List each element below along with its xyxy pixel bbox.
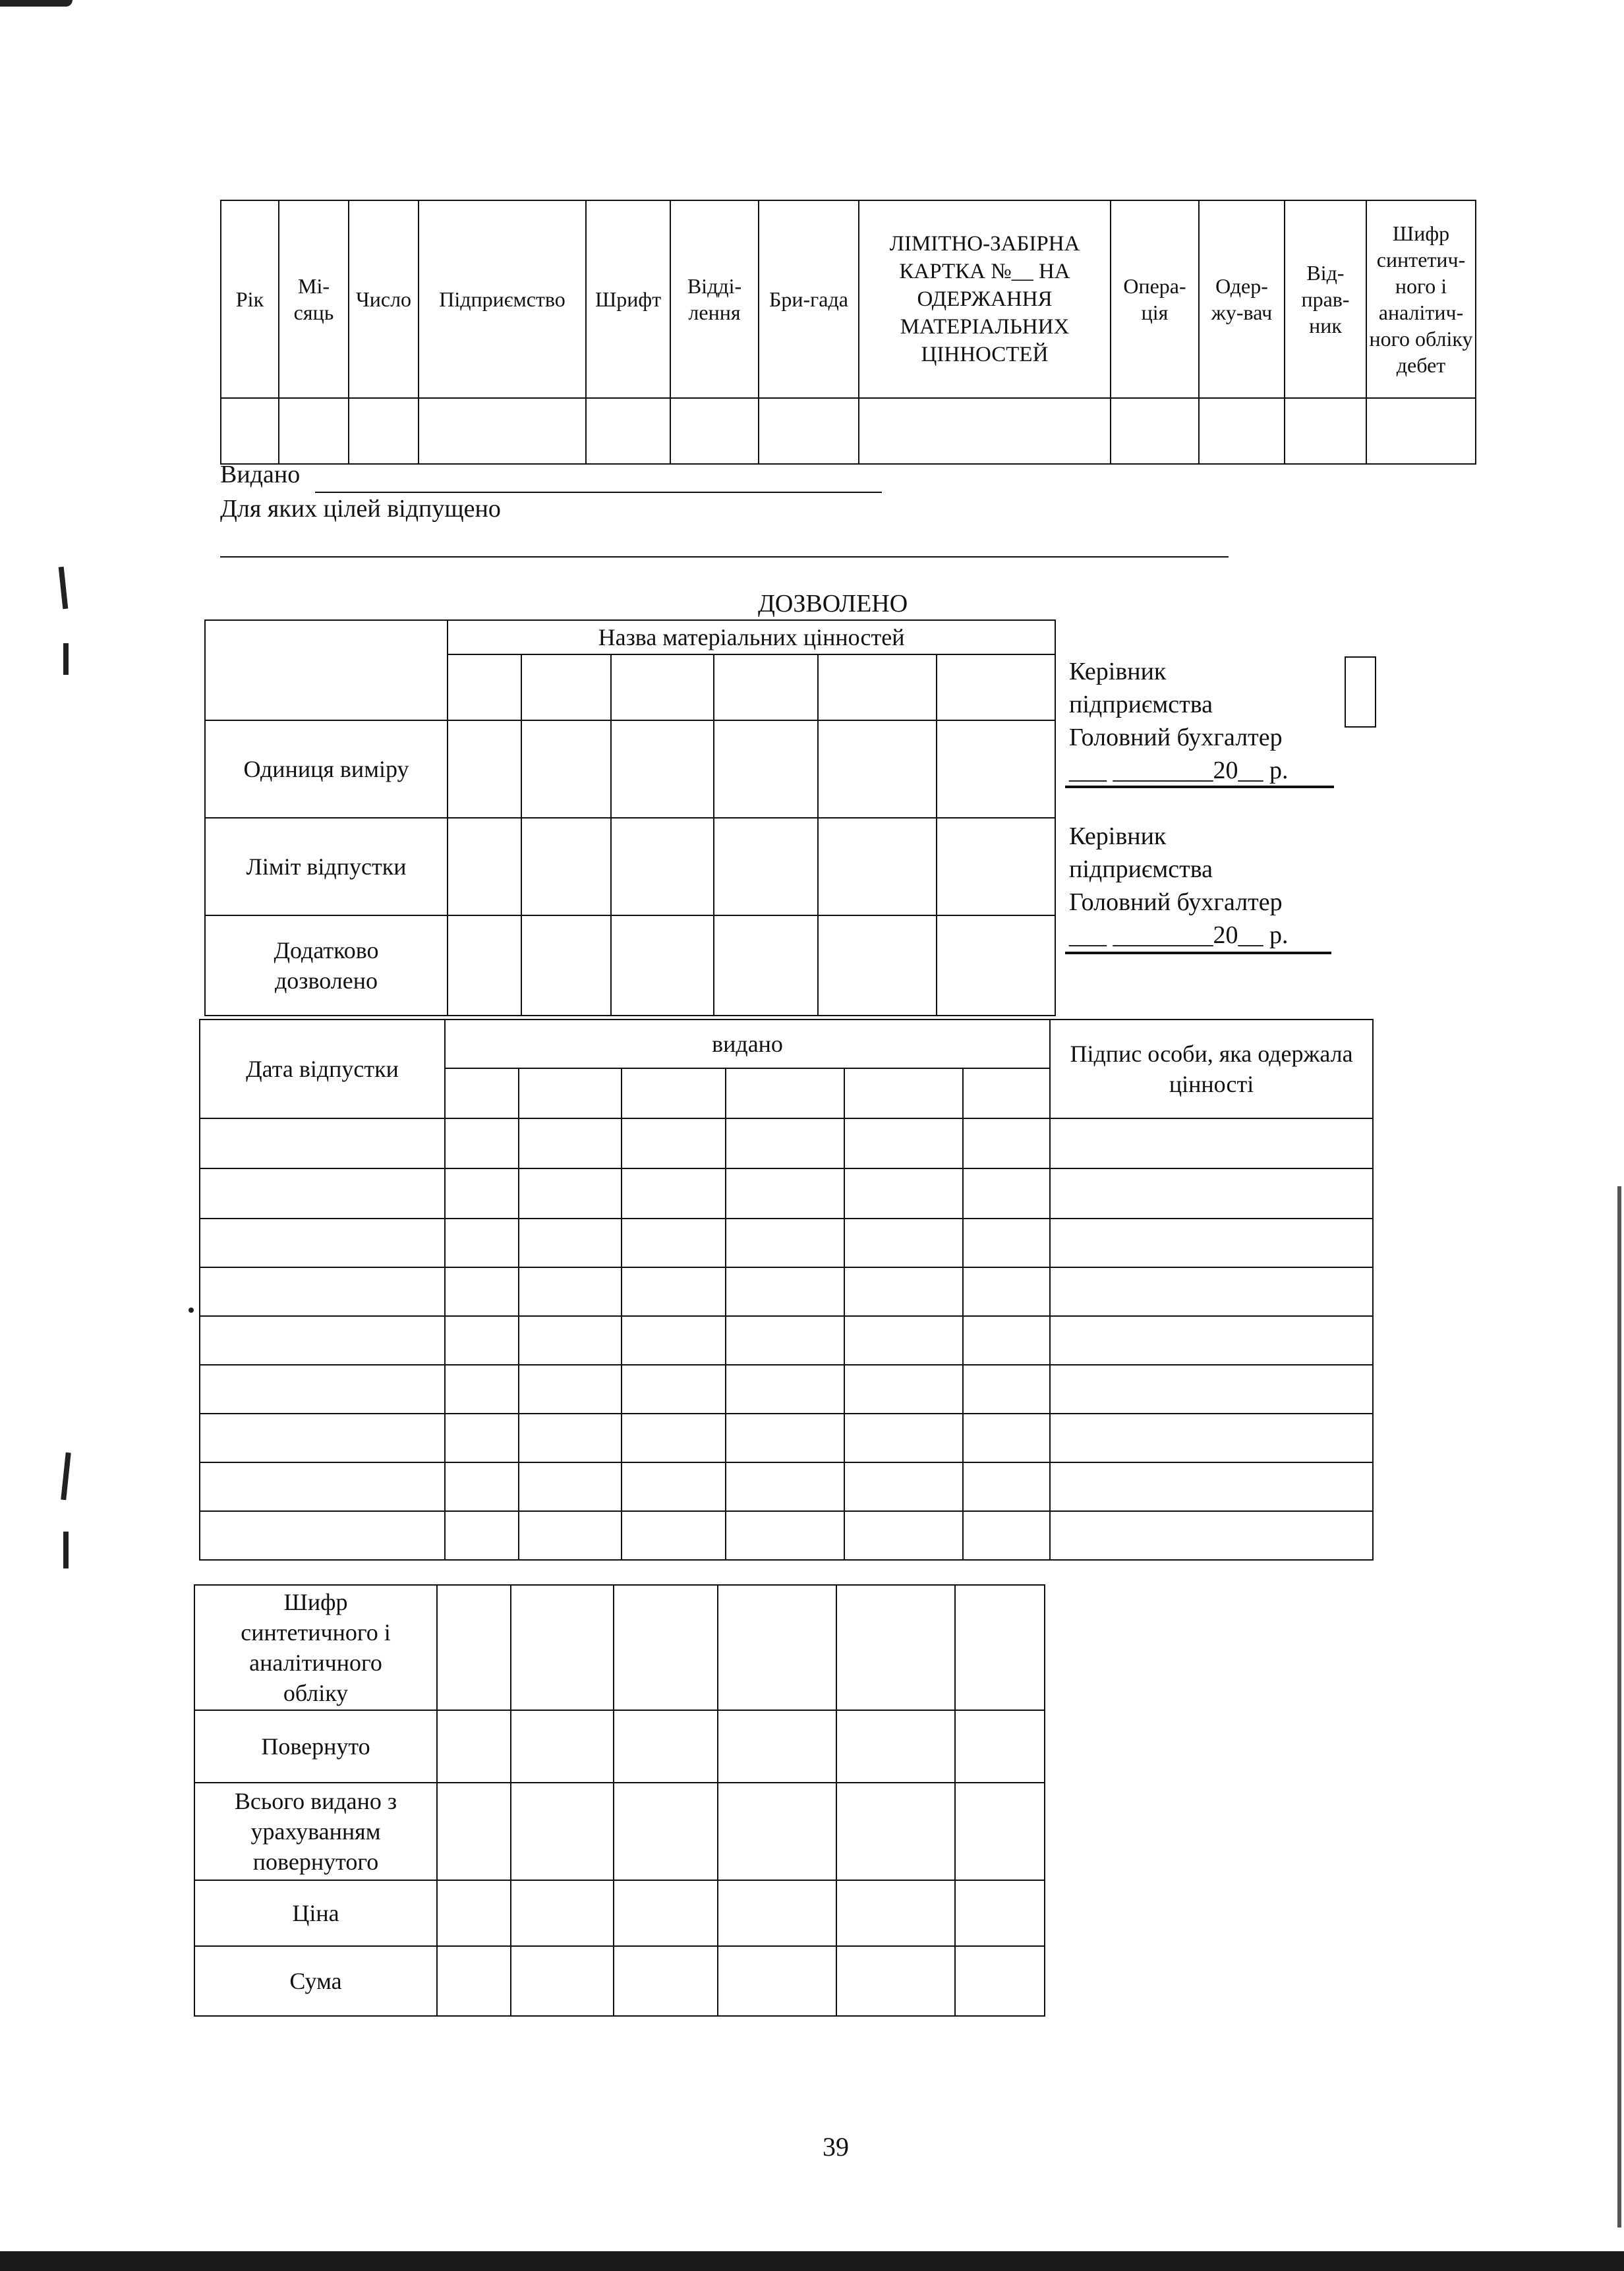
cell xyxy=(448,654,521,720)
signature-role: Головний бухгалтер xyxy=(1069,724,1283,751)
cell xyxy=(521,818,611,915)
scan-mark xyxy=(0,0,72,7)
signature-date-line xyxy=(1065,952,1331,954)
cell xyxy=(937,720,1055,818)
cell xyxy=(349,398,419,464)
row-limit: Ліміт відпустки xyxy=(205,818,448,915)
cell xyxy=(1285,398,1366,464)
col-receiver: Одер-жу-вач xyxy=(1199,200,1285,398)
cell xyxy=(714,720,818,818)
cell xyxy=(622,1068,726,1118)
row-returned: Повернуто xyxy=(194,1710,437,1783)
cell xyxy=(445,1068,519,1118)
card-header-table xyxy=(220,200,1476,465)
signature-role: Керівник xyxy=(1069,658,1167,685)
cell xyxy=(221,398,279,464)
row-sum: Сума xyxy=(194,1946,437,2016)
cell xyxy=(611,818,714,915)
cell xyxy=(521,654,611,720)
cell xyxy=(586,398,670,464)
cell xyxy=(670,398,759,464)
row-code: Шифр синтетичного і аналітичного обліку xyxy=(194,1585,437,1710)
signature-block-1 xyxy=(1069,655,1289,787)
signature-role: підприємства xyxy=(1069,691,1213,718)
page-number: 39 xyxy=(823,2132,849,2162)
scan-mark xyxy=(61,1452,71,1500)
issued-header: видано xyxy=(445,1020,1050,1068)
cell xyxy=(844,1068,963,1118)
cell xyxy=(279,398,349,464)
totals-table xyxy=(194,1584,1045,2017)
cell xyxy=(759,398,859,464)
row-unit: Одиниця виміру xyxy=(205,720,448,818)
signature-date: ___ ________20__ р. xyxy=(1069,921,1289,949)
allowed-title: ДОЗВОЛЕНО xyxy=(758,590,908,618)
cell xyxy=(1111,398,1199,464)
table-row xyxy=(200,1219,1373,1267)
col-year: Рік xyxy=(221,200,279,398)
cell xyxy=(1199,398,1285,464)
table-row xyxy=(200,1118,1373,1168)
cell xyxy=(448,818,521,915)
cell xyxy=(818,915,937,1016)
cell xyxy=(937,915,1055,1016)
table-row xyxy=(200,1267,1373,1316)
col-day: Число xyxy=(349,200,419,398)
col-sender: Від-прав-ник xyxy=(1285,200,1366,398)
cell xyxy=(937,818,1055,915)
materials-header: Назва матеріальних цінностей xyxy=(448,620,1055,654)
cell xyxy=(611,720,714,818)
scan-edge xyxy=(1617,1186,1621,2228)
table-row xyxy=(200,1365,1373,1414)
scan-mark xyxy=(59,567,69,609)
purpose-line xyxy=(220,556,1229,558)
table-row xyxy=(200,1414,1373,1462)
scan-mark xyxy=(63,643,69,675)
row-date: Дата відпустки xyxy=(200,1020,445,1118)
col-code: Шрифт xyxy=(586,200,670,398)
cell xyxy=(818,720,937,818)
signature-date-line xyxy=(1065,786,1334,788)
col-brigade: Бри-гада xyxy=(759,200,859,398)
cell xyxy=(714,654,818,720)
signature-role: Головний бухгалтер xyxy=(1069,888,1283,916)
signature-role: Керівник xyxy=(1069,822,1167,850)
signature-role: підприємства xyxy=(1069,855,1213,883)
issuance-table xyxy=(199,1019,1374,1561)
cell xyxy=(419,398,586,464)
corner-cell xyxy=(205,620,448,720)
col-operation: Опера-ція xyxy=(1111,200,1199,398)
table-row xyxy=(200,1462,1373,1511)
col-department: Відді-лення xyxy=(670,200,759,398)
col-debit-code: Шифр синтетич-ного і аналітич-ного обліку дебет xyxy=(1366,200,1476,398)
cell xyxy=(1366,398,1476,464)
col-enterprise: Підприємство xyxy=(419,200,586,398)
table-row xyxy=(200,1511,1373,1560)
cell xyxy=(521,915,611,1016)
cell xyxy=(818,654,937,720)
purpose-label: Для яких цілей відпущено xyxy=(220,495,501,523)
scan-mark xyxy=(188,1308,194,1313)
cell xyxy=(521,720,611,818)
row-additional: Додатково дозволено xyxy=(205,915,448,1016)
signature-date: ___ ________20__ р. xyxy=(1069,757,1289,784)
cell xyxy=(818,818,937,915)
cell xyxy=(714,818,818,915)
signature-header: Підпис особи, яка одержала цінності xyxy=(1050,1020,1373,1118)
card-title: ЛІМІТНО-ЗАБІРНА КАРТКА №__ НА ОДЕРЖАННЯ МАТЕРІАЛЬНИХ ЦІННОСТЕЙ xyxy=(859,200,1111,398)
scan-mark xyxy=(63,1532,69,1568)
materials-table xyxy=(204,619,1056,1016)
col-month: Мі-сяць xyxy=(279,200,349,398)
table-row xyxy=(200,1168,1373,1219)
cell xyxy=(448,720,521,818)
cell xyxy=(726,1068,844,1118)
cell xyxy=(611,915,714,1016)
table-row xyxy=(200,1316,1373,1365)
cell xyxy=(519,1068,622,1118)
cell xyxy=(963,1068,1050,1118)
stamp-box xyxy=(1345,656,1376,728)
scan-edge xyxy=(0,2251,1624,2271)
cell xyxy=(859,398,1111,464)
signature-block-2 xyxy=(1069,820,1289,952)
cell xyxy=(448,915,521,1016)
issued-label: Видано xyxy=(220,461,301,488)
cell xyxy=(937,654,1055,720)
row-price: Ціна xyxy=(194,1880,437,1946)
cell xyxy=(611,654,714,720)
row-total: Всього видано з урахуванням повернутого xyxy=(194,1783,437,1880)
cell xyxy=(714,915,818,1016)
